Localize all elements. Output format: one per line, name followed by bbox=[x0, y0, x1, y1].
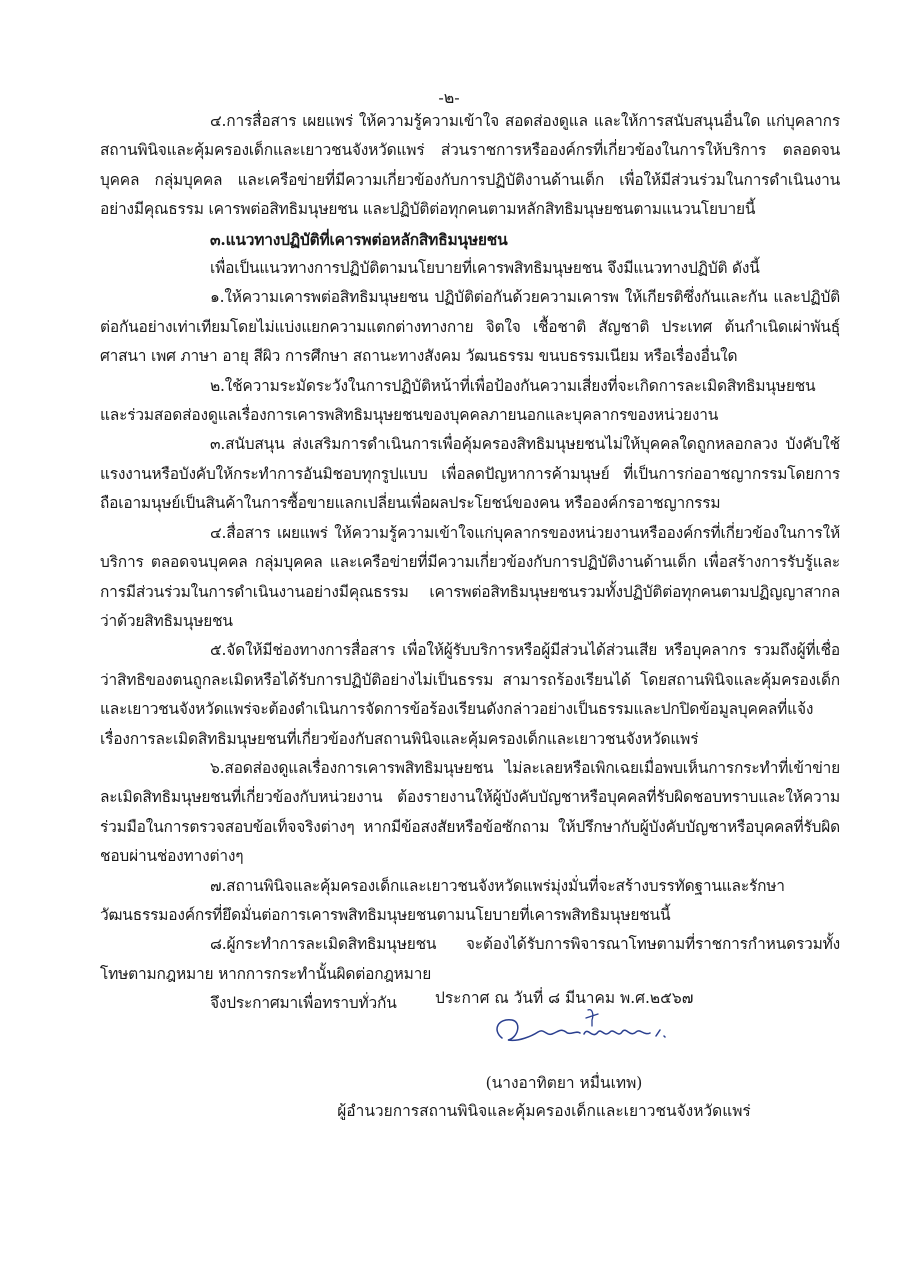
page-number: -๒- bbox=[438, 88, 460, 107]
paragraph-item-5: ๕.จัดให้มีช่องทางการสื่อสาร เพื่อให้ผู้รับบริการหรือผู้มีส่วนได้ส่วนเสีย หรือบุคลากร รวมถึงผู้ที่เชื่อว่าสิทธิของตนถูกละเมิดหรือได้รับการปฏิบัติอย่างไม่เป็นธรรม สามารถร้องเรียนได้ โดยสถานพินิจและคุ้มครองเด็กและเยาวชนจังหวัดแพร่จะต้องดำเนินการจัดการข้อร้องเรียนดังกล่าวอย่างเป็นธรรมและปกปิดข้อมูลบุคคลที่แจ้งเรื่องการละเมิดสิทธิมนุษยชนที่เกี่ยวข้องกับสถานพินิจและคุ้มครองเด็กและเยาวชนจังหวัดแพร่ bbox=[100, 641, 840, 748]
paragraph-intro: เพื่อเป็นแนวทางการปฏิบัติตามนโยบายที่เคารพสิทธิมนุษยชน จึงมีแนวทางปฏิบัติ ดังนี้ bbox=[210, 259, 760, 278]
paragraph-item-4: ๔.สื่อสาร เผยแพร่ ให้ความรู้ความเข้าใจแก่บุคลากรของหน่วยงานหรือองค์กรที่เกี่ยวข้องในการให้บริการ ตลอดจนบุคคล กลุ่มบุคคล และเครือข่ายที่มีความเกี่ยวข้องกับการปฏิบัติงานด้านเด็ก เพื่อสร้างการรับรู้และการมีส่วนร่วมในการดำเนินงานอย่างมีคุณธรรม เคารพต่อสิทธิมนุษยชนรวมทั้งปฏิบัติต่อทุกคนตามปฏิญญาสากลว่าด้วยสิทธิมนุษยชน bbox=[100, 523, 840, 630]
paragraph-item-7: ๗.สถานพินิจและคุ้มครองเด็กและเยาวชนจังหวัดแพร่มุ่งมั่นที่จะสร้างบรรทัดฐานและรักษาวัฒนธรรมองค์กรที่ยึดมั่นต่อการเคารพสิทธิมนุษยชนตามนโยบายที่เคารพสิทธิมนุษยชนนี้ bbox=[100, 876, 785, 924]
paragraph-item-3: ๓.สนับสนุน ส่งเสริมการดำเนินการเพื่อคุ้มครองสิทธิมนุษยชนไม่ให้บุคคลใดถูกหลอกลวง บังคับใช้แรงงานหรือบังคับให้กระทำการอันมิชอบทุกรูปแบบ เพื่อลดปัญหาการค้ามนุษย์ ที่เป็นการก่ออาชญากรรมโดยการถือเอามนุษย์เป็นสินค้าในการซื้อขายแลกเปลี่ยนเพื่อผลประโยชน์ของคน หรือองค์กรอาชญากรรม bbox=[100, 435, 840, 513]
signature-image bbox=[488, 1000, 688, 1060]
paragraph-communication: ๔.การสื่อสาร เผยแพร่ ให้ความรู้ความเข้าใจ สอดส่องดูแล และให้การสนับสนุนอื่นใด แก่บุคลากรสถานพินิจและคุ้มครองเด็กและเยาวชนจังหวัดแพร่ ส่วนราชการหรือองค์กรที่เกี่ยวข้องในการให้บริการ ตลอดจนบุคคล กลุ่มบุคคล และเครือข่ายที่มีความเกี่ยวข้องกับการปฏิบัติงานด้านเด็ก เพื่อให้มีส่วนร่วมในการดำเนินงานอย่างมีคุณธรรม เคารพต่อสิทธิมนุษยชน และปฏิบัติต่อทุกคนตามหลักสิทธิมนุษยชนตามแนวนโยบายนี้ bbox=[100, 112, 840, 219]
section-heading: ๓.แนวทางปฏิบัติที่เคารพต่อหลักสิทธิมนุษยชน bbox=[210, 229, 508, 249]
announcement-date: ประกาศ ณ วันที่ ๘ มีนาคม พ.ศ.๒๕๖๗ bbox=[435, 989, 694, 1007]
paragraph-item-6: ๖.สอดส่องดูแลเรื่องการเคารพสิทธิมนุษยชน ไม่ละเลยหรือเพิกเฉยเมื่อพบเห็นการกระทำที่เข้าข่ายละเมิดสิทธิมนุษยชนที่เกี่ยวข้องกับหน่วยงาน ต้องรายงานให้ผู้บังคับบัญชาหรือบุคคลที่รับผิดชอบทราบและให้ความร่วมมือในการตรวจสอบข้อเท็จจริงต่างๆ หากมีข้อสงสัยหรือข้อซักถาม ให้ปรึกษากับผู้บังคับบัญชาหรือบุคคลที่รับผิดชอบผ่านช่องทางต่างๆ bbox=[100, 758, 840, 866]
signer-name: (นางอาทิตยา หมื่นเทพ) bbox=[485, 1074, 643, 1092]
document-body bbox=[100, 107, 840, 1019]
signer-position: ผู้อำนวยการสถานพินิจและคุ้มครองเด็กและเยาวชนจังหวัดแพร่ bbox=[337, 1102, 751, 1120]
paragraph-item-2: ๒.ใช้ความระมัดระวังในการปฏิบัติหน้าที่เพื่อป้องกันความเสี่ยงที่จะเกิดการละเมิดสิทธิมนุษยชนและร่วมสอดส่องดูแลเรื่องการเคารพสิทธิมนุษยชนของบุคคลภายนอกและบุคลากรของหน่วยงาน bbox=[100, 376, 816, 425]
paragraph-closing: จึงประกาศมาเพื่อทราบทั่วกัน bbox=[210, 994, 397, 1013]
paragraph-item-8: ๘.ผู้กระทำการละเมิดสิทธิมนุษยชน จะต้องได้รับการพิจารณาโทษตามที่ราชการกำหนดรวมทั้งโทษตามกฎหมาย หากการกระทำนั้นผิดต่อกฎหมาย bbox=[100, 935, 840, 983]
paragraph-item-1: ๑.ให้ความเคารพต่อสิทธิมนุษยชน ปฏิบัติต่อกันด้วยความเคารพ ให้เกียรติซึ่งกันและกัน และปฏิบัติต่อกันอย่างเท่าเทียมโดยไม่แบ่งแยกความแตกต่างทางกาย จิตใจ เชื้อชาติ สัญชาติ ประเทศ ต้นกำเนิดเผ่าพันธุ์ ศาสนา เพศ ภาษา อายุ สีผิว การศึกษา สถานะทางสังคม วัฒนธรรม ขนบธรรมเนียม หรือเรื่องอื่นใด bbox=[100, 288, 840, 366]
